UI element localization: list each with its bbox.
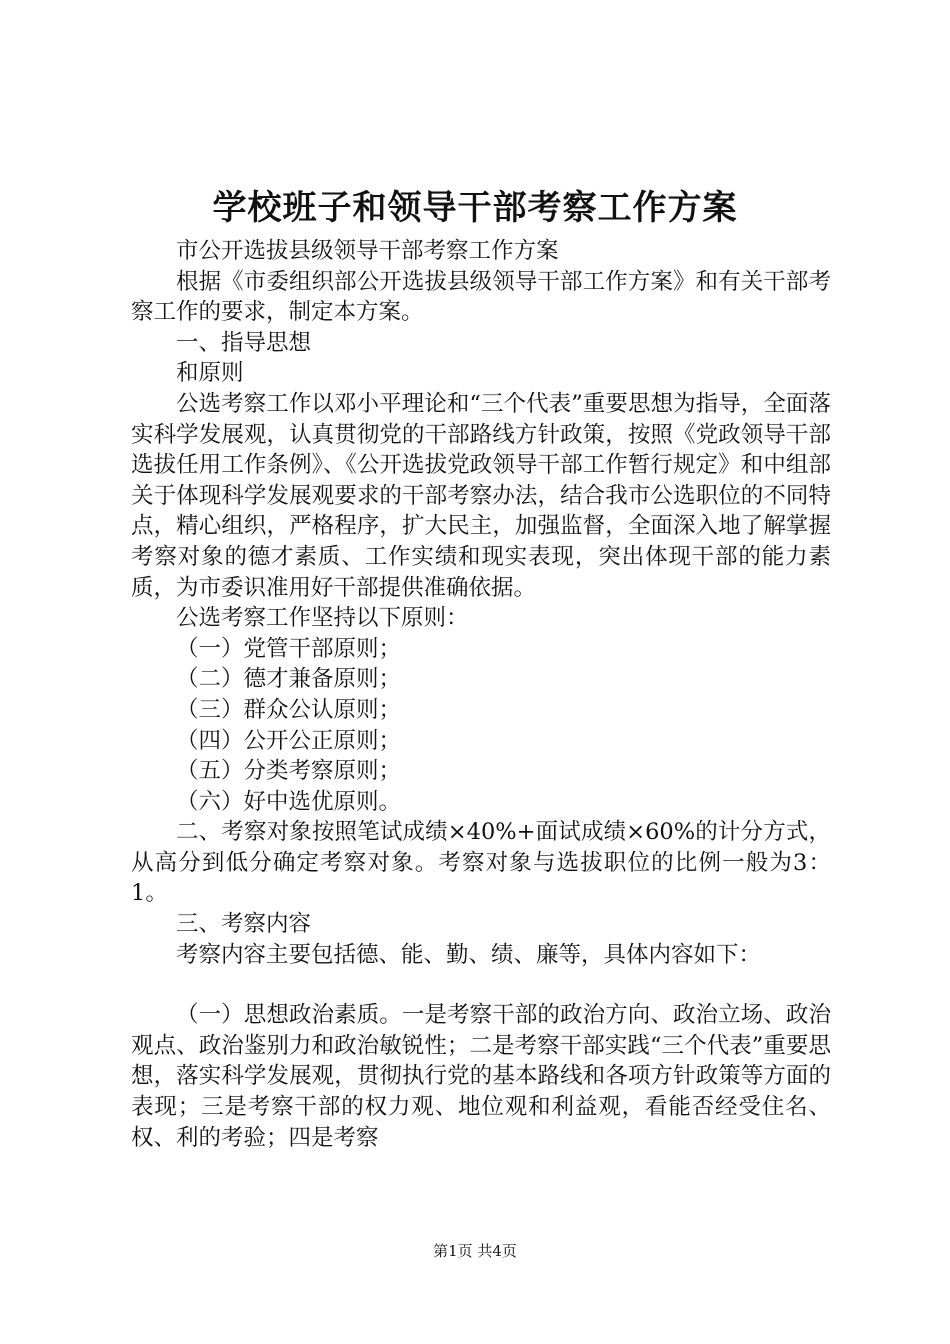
paragraph-intro: 根据《市委组织部公开选拔县级领导干部工作方案》和有关干部考察工作的要求，制定本方案。 [131,268,831,326]
paragraph-subtitle: 市公开选拔县级领导干部考察工作方案 [176,238,559,264]
principle-item: （五）分类考察原则； [176,758,402,785]
heading-inspection-content: 三、考察内容 [176,911,312,938]
paragraph-principles-intro: 公选考察工作坚持以下原则： [176,605,469,632]
document-body [131,236,831,1153]
heading-guiding-thought: 一、指导思想 [176,329,312,356]
page-footer: 第1页 共4页 [433,1242,517,1260]
principle-item: （二）德才兼备原则； [176,666,402,693]
document-title: 学校班子和领导干部考察工作方案 [212,188,738,228]
principle-item: （一）党管干部原则； [176,635,402,662]
principle-item: （四）公开公正原则； [176,727,402,754]
principle-item: （六）好中选优原则。 [176,788,402,815]
paragraph-inspection-targets: 二、考察对象按照笔试成绩×40%+面试成绩×60%的计分方式，从高分到低分确定考察对象。考察对象与选拔职位的比例一般为3：1。 [131,819,832,907]
paragraph-guidance: 公选考察工作以邓小平理论和“三个代表”重要思想为指导，全面落实科学发展观，认真贯彻党的干部路线方针政策，按照《党政领导干部选拔任用工作条例》、《公开选拔党政领导干部工作暂行规定》和中组部关于体现科学发展观要求的干部考察办法，结合我市公选职位的不同特点，精心组织，严格程序，扩大民主，加强监督，全面深入地了解掌握考察对象的德才素质、工作实绩和现实表现，突出体现干部的能力素质，为市委识准用好干部提供准确依据。 [131,390,831,601]
heading-principles: 和原则 [176,360,244,387]
paragraph-content-intro: 考察内容主要包括德、能、勤、绩、廉等，具体内容如下： [176,941,762,968]
paragraph-political-quality: （一）思想政治素质。一是考察干部的政治方向、政治立场、政治观点、政治鉴别力和政治敏锐性；二是考察干部实践“三个代表”重要思想，落实科学发展观，贯彻执行党的基本路线和各项方针政策等方面的表现；三是考察干部的权力观、地位观和利益观，看能否经受住名、权、利的考验；四是考察 [131,1002,831,1151]
principle-item: （三）群众公认原则； [176,696,402,723]
